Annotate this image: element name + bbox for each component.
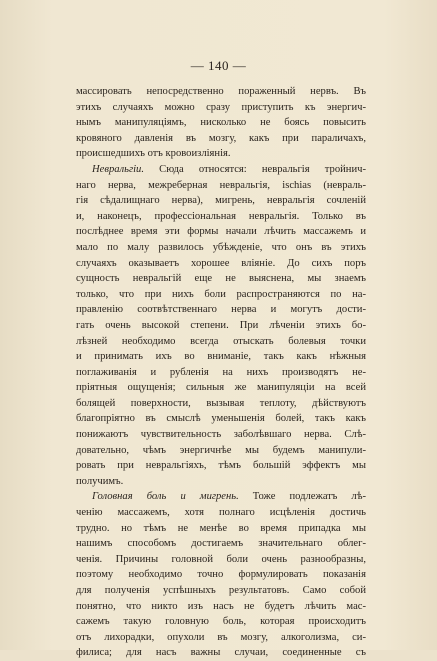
text-line: и принимать ихъ во вниманіе, такъ какъ нѣжныя <box>76 351 366 363</box>
text-line: происшедшихъ отъ кровоизліянія. <box>76 148 231 160</box>
text-line: нашимъ способомъ достигаемъ значительнаго облег- <box>76 538 366 550</box>
text-line: болящей поверхности, вызывая теплоту, дѣйствуютъ <box>76 397 366 409</box>
text-line: сажемъ такую головную боль, которая происходитъ <box>76 616 366 628</box>
text-line: этихъ случаяхъ можно сразу приступить къ энергич- <box>76 101 366 113</box>
text-line: массировать непосредственно пораженный нервъ. Въ <box>76 86 366 97</box>
page-number: — 140 — <box>190 58 247 73</box>
text-line: понятно, что никто изъ насъ не будетъ лѣчить мас- <box>76 600 366 612</box>
text-line: получимъ. <box>76 475 124 487</box>
text-line: наго нерва, межреберная невральгія, ischias (невраль- <box>76 179 366 191</box>
text-line: гать очень высокой степени. При лѣченіи этихъ бо- <box>76 319 366 331</box>
text-line <box>76 162 366 178</box>
text-run: Тоже подлежатъ лѣ- <box>238 491 366 503</box>
text-line: правленію соотвѣтственнаго нерва и могутъ дости- <box>76 304 366 316</box>
text-line: кровяного давленія въ мозгу, какъ при параличахъ, <box>76 132 366 144</box>
body-text <box>76 84 366 661</box>
text-run: Сюда относятся: невральгія тройнич- <box>144 163 366 175</box>
text-line: послѣднее время эти формы начали лѣчить массажемъ и <box>76 226 366 238</box>
text-line: ровать при невральгіяхъ, тѣмъ большій эффектъ мы <box>76 460 366 472</box>
text-line: поэтому необходимо точно формулировать показанія <box>76 569 366 581</box>
text-line: пріятныя ощущенія; сильныя же манипуляціи на всей <box>76 382 366 394</box>
text-line: поглаживанія и рубленія на нихъ производятъ не- <box>76 366 366 378</box>
text-line: только, что при нихъ боли распространяются по на- <box>76 288 366 300</box>
text-line: филиса; для насъ важны случаи, соединенные съ <box>76 647 366 659</box>
text-line: трудно. но тѣмъ не менѣе во время припадка мы <box>76 522 366 534</box>
text-line: мало по малу развилось убѣжденіе, что онъ въ этихъ <box>76 241 366 253</box>
text-line: ченію массажемъ, хотя полнаго исцѣленія достичь <box>76 507 366 519</box>
text-line: понижаютъ чувствительность заболѣвшаго нерва. Слѣ- <box>76 429 366 441</box>
text-line: благопріятно въ смыслѣ уменьшенія болей, такъ какъ <box>76 413 366 425</box>
text-line: для полученія успѣшныхъ результатовъ. Само собой <box>76 585 366 596</box>
text-line: ченія. Причины головной боли очень разнообразны, <box>76 553 366 565</box>
text-line: случаяхъ оказываетъ хорошее вліяніе. До сихъ поръ <box>76 257 366 269</box>
text-line: довательно, чѣмъ энергичнѣе мы будемъ манипули- <box>76 444 366 456</box>
text-line: отъ лихорадки, опухоли въ мозгу, алкоголизма, си- <box>76 631 366 643</box>
text-line <box>76 489 366 505</box>
text-line: гія сѣдалищнаго нерва), мигрень, невральгія сочленій <box>76 195 366 207</box>
section-heading: Головная боль и мигрень. <box>92 491 239 503</box>
section-heading: Невральгіи. <box>92 163 145 175</box>
text-line: нымъ манипуляціямъ, нисколько не боясь повысить <box>76 117 366 129</box>
text-line: и, наконецъ, профессіональная невральгія. Только въ <box>76 210 366 222</box>
text-line: лѣзней необходимо всегда отыскать болевыя точки <box>76 335 366 347</box>
text-line: сущность невральгій еще не выяснена, мы знаемъ <box>76 273 366 285</box>
